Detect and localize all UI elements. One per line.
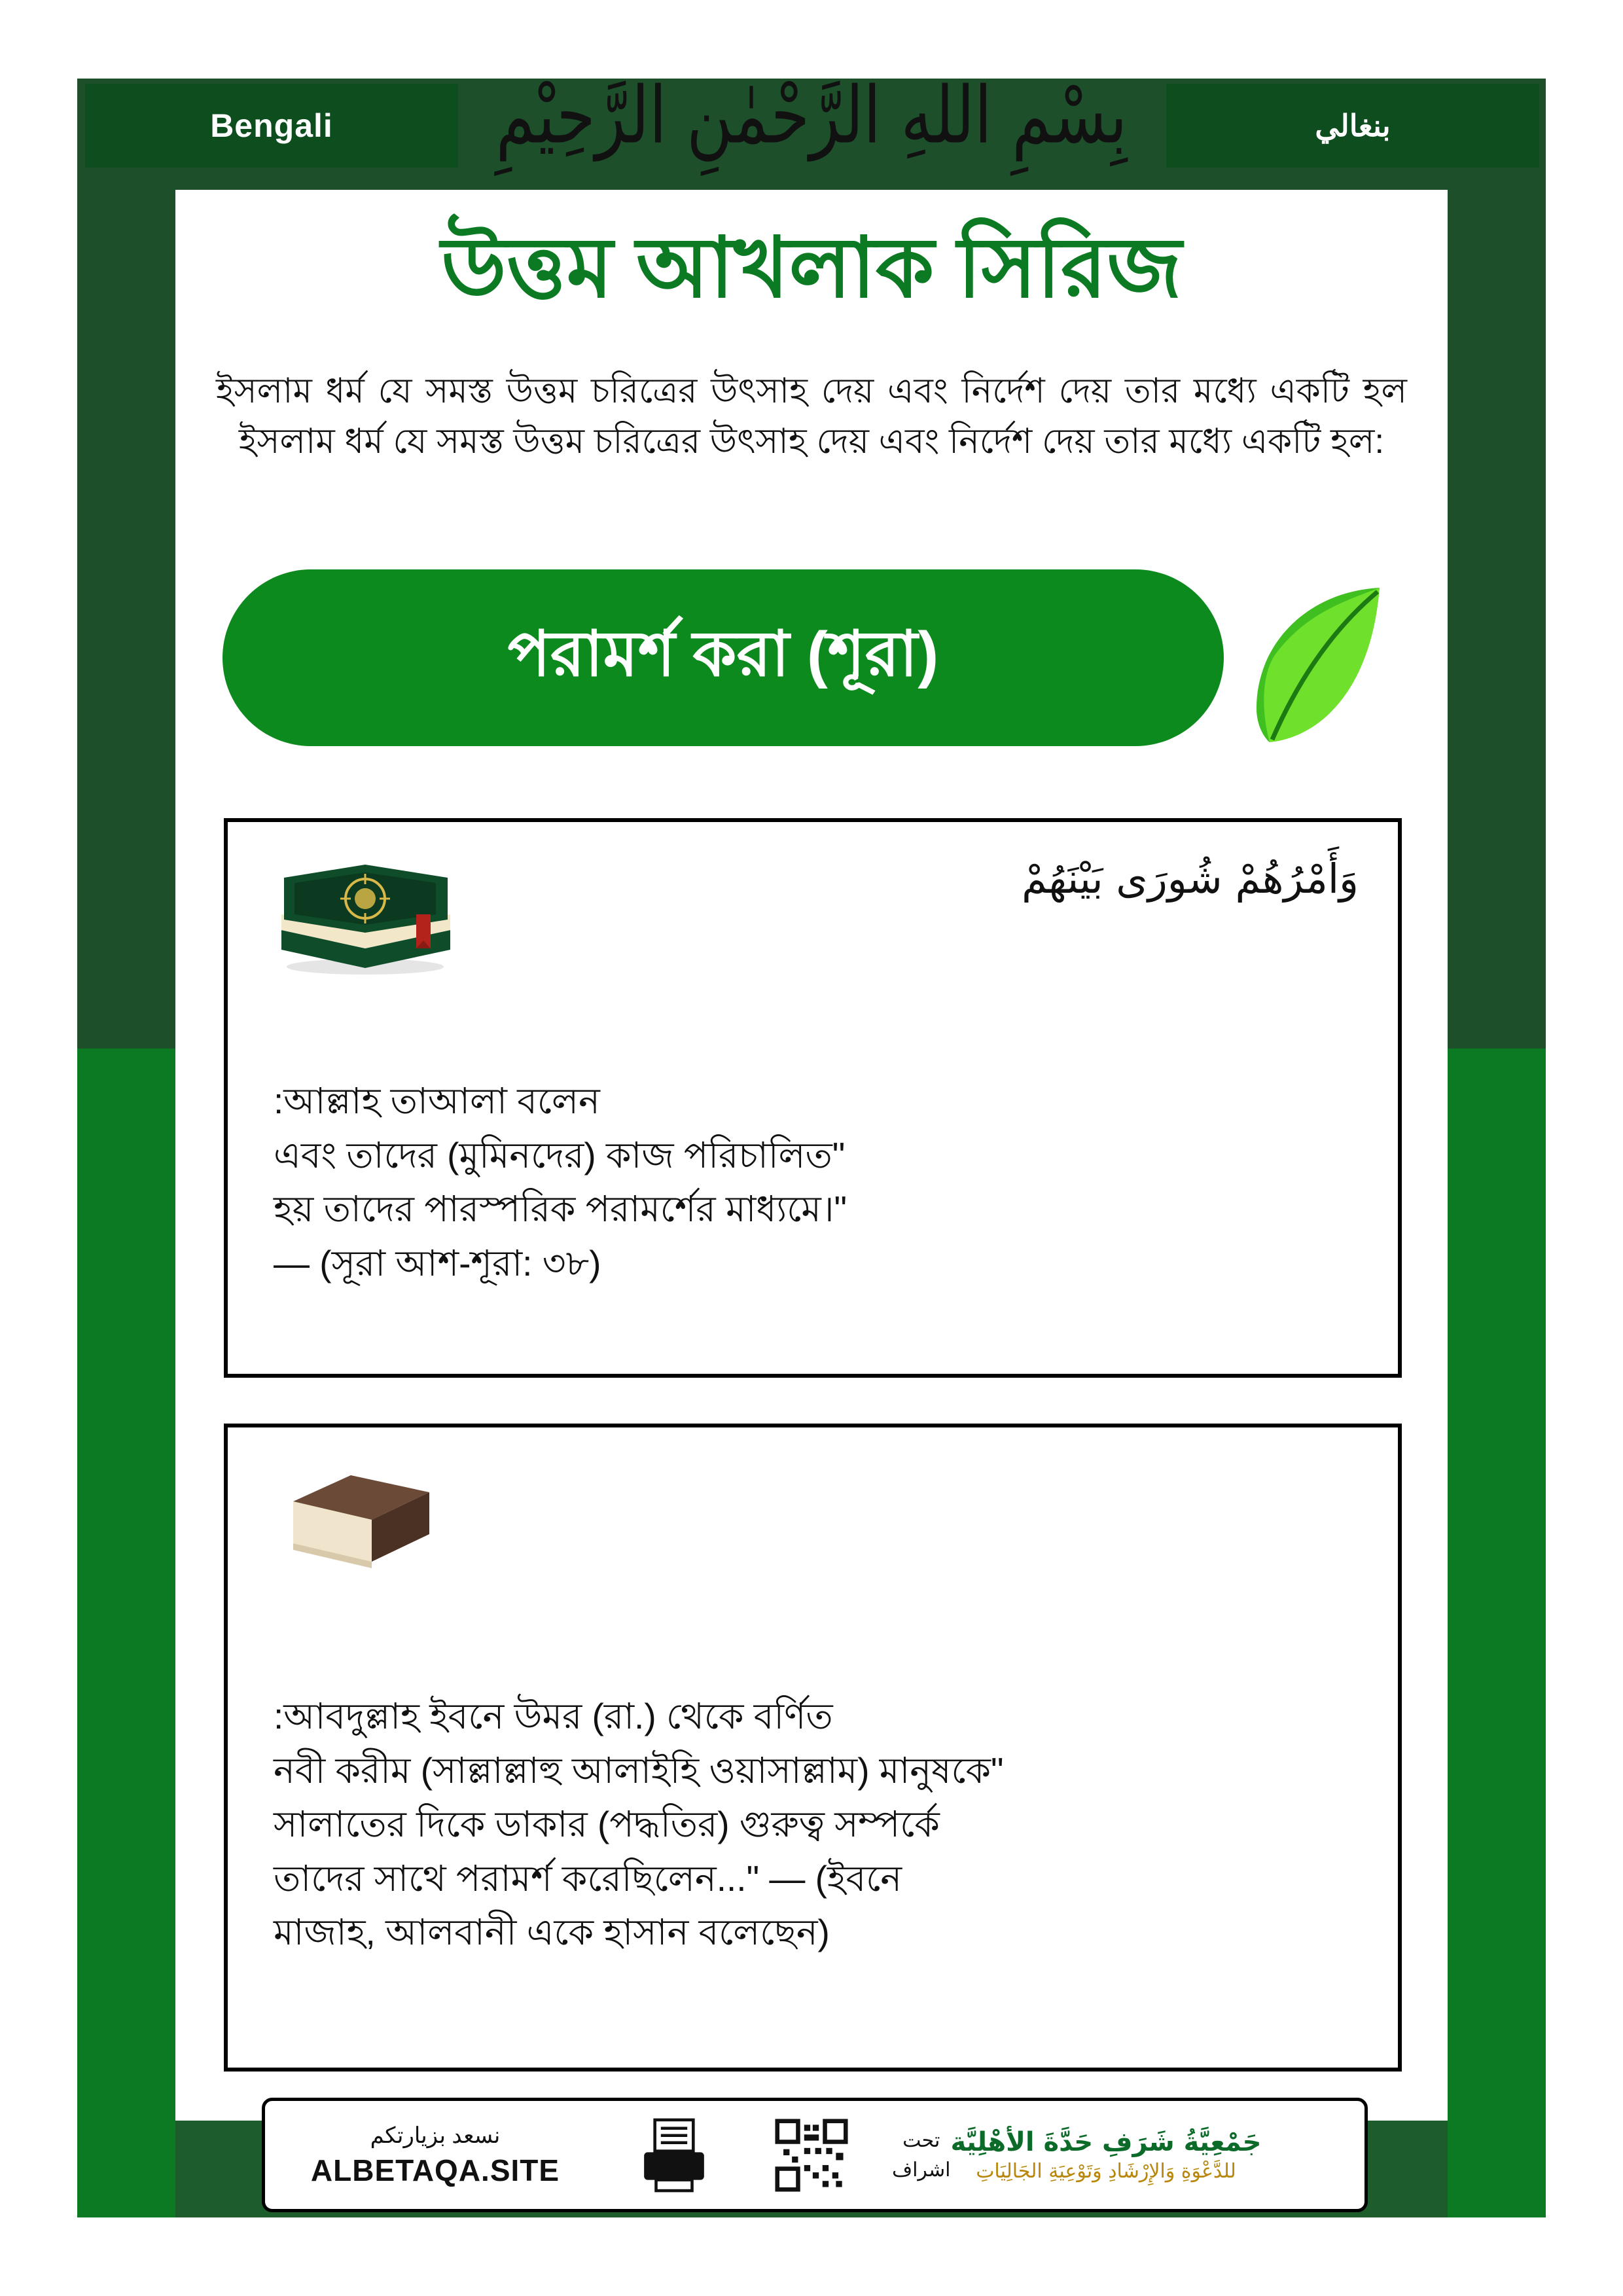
language-tab-english[interactable]: Bengali: [85, 84, 458, 168]
hadith-line-5: মাজাহ, আলবানী একে হাসান বলেছেন): [274, 1912, 830, 1952]
hadith-line-2: নবী করীম (সাল্লাল্লাহু আলাইহি ওয়াসাল্লাম) মানুষকে": [274, 1749, 1004, 1791]
page-title: উত্তম আখলাক সিরিজ: [441, 221, 1182, 315]
hadith-translation: [274, 1689, 1360, 1960]
language-tab-arabic[interactable]: بنغالي: [1166, 84, 1539, 168]
quran-quote-box: [224, 818, 1402, 1378]
quran-ayah-arabic: وَأَمْرُهُمْ شُورَى بَيْنَهُمْ: [1022, 855, 1359, 903]
organization-logo-block: [880, 2126, 1364, 2185]
printer-icon[interactable]: [605, 2116, 743, 2195]
topic-banner: [223, 569, 1400, 753]
hadith-quote-box: [224, 1424, 1402, 2072]
basmala-calligraphy: بِسْمِ اللهِ الرَّحْمٰنِ الرَّحِيْمِ: [495, 69, 1128, 161]
organization-name-line1: جَمْعِيَّةُ شَرَفِ حَدَّةَ الأهْلِيَّة: [950, 2127, 1262, 2157]
quran-line-1: :আল্লাহ তাআলা বলেন: [274, 1081, 600, 1121]
quran-line-3: হয় তাদের পারস্পরিক পরামর্শের মাধ্যমে।": [274, 1189, 847, 1229]
supervision-text: [892, 2126, 950, 2185]
site-link[interactable]: [265, 2123, 605, 2188]
hadith-line-1: :আবদুল্লাহ ইবনে উমর (রা.) থেকে বর্ণিত: [274, 1696, 833, 1736]
supervision-line1: تحت: [902, 2129, 940, 2151]
organization-name-line2: للدَّعْوَةِ وَالإِرْشَادِ وَتَوْعِيَةِ الجَالِيَاتِ: [976, 2160, 1236, 2183]
topic-pill: পরামর্শ করা (শূরা): [223, 569, 1224, 746]
hadith-line-4: তাদের সাথে পরামর্শ করেছিলেন..." — (ইবনে: [274, 1857, 902, 1899]
quran-translation: [274, 1074, 1360, 1290]
footer-bar: [262, 2098, 1368, 2212]
visit-text: نسعد بزيارتكم: [370, 2123, 501, 2148]
right-green-stripe: [1448, 1049, 1546, 2217]
quran-line-2: এবং তাদের (মুমিনদের) কাজ পরিচালিত": [274, 1134, 846, 1175]
site-url: ALBETAQA.SITE: [310, 2153, 560, 2187]
quran-book-icon: [267, 852, 457, 976]
leaf-icon: [1243, 583, 1394, 746]
hadith-line-3: সালাতের দিকে ডাকার (পদ্ধতির) গুরুত্ব সম্পর্কে: [274, 1804, 940, 1844]
intro-paragraph: ইসলাম ধর্ম যে সমস্ত উত্তম চরিত্রের উৎসাহ দেয় এবং নির্দেশ দেয় তার মধ্যে একটি হল ইসলাম ধর্ম যে সমস্ত উত্তম চরিত্রের উৎসাহ দেয় এবং নির্দেশ দেয় তার মধ্যে একটি হল:: [216, 372, 1407, 461]
left-green-stripe: [77, 1049, 175, 2217]
supervision-line2: اشراف: [892, 2159, 951, 2181]
qr-code[interactable]: [743, 2119, 880, 2192]
quran-line-4: — (সূরা আশ-শূরা: ৩৮): [274, 1242, 601, 1283]
hadith-book-icon: [274, 1463, 437, 1588]
organization-name: [950, 2127, 1261, 2183]
